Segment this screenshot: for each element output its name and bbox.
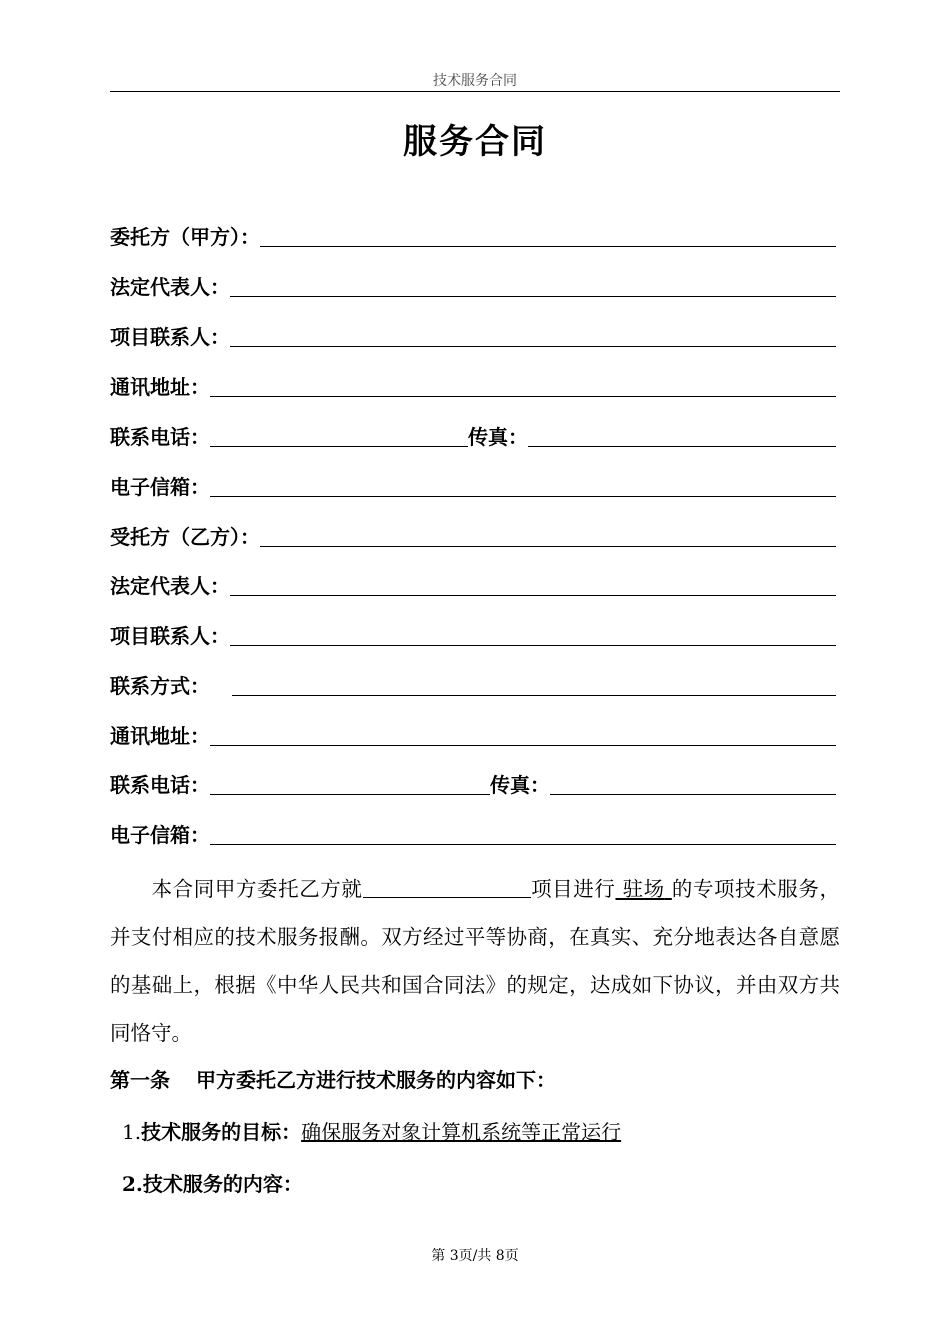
party-b-contact-field[interactable]: [230, 623, 836, 646]
item-2-label: 技术服务的内容：: [142, 1172, 303, 1196]
party-b-phone-field[interactable]: [210, 772, 490, 795]
party-a-phone-field[interactable]: [210, 424, 468, 447]
party-b-phone-label: 联系电话：: [110, 773, 210, 797]
preamble-part1: 本合同甲方委托乙方就: [151, 877, 363, 901]
item-2-number: 2.: [122, 1172, 143, 1196]
party-b-legal-rep-field[interactable]: [230, 573, 836, 596]
party-b-email-field[interactable]: [210, 822, 836, 845]
party-a-address-row: [110, 368, 836, 400]
party-a-email-row: [110, 468, 836, 500]
party-b-legal-rep-row: [110, 567, 836, 599]
party-b-trustee-label: 受托方（乙方）：: [110, 525, 260, 549]
party-b-address-row: [110, 717, 836, 749]
party-a-entrusting-label: 委托方（甲方）：: [110, 225, 260, 249]
contract-preamble: [110, 865, 840, 1057]
party-a-fax-field[interactable]: [528, 424, 836, 447]
party-b-email-row: [110, 816, 836, 848]
party-b-email-label: 电子信箱：: [110, 823, 210, 847]
item-1-label: 技术服务的目标：: [141, 1120, 302, 1144]
party-a-legal-rep-row: [110, 268, 836, 300]
party-a-contact-field[interactable]: [230, 324, 836, 347]
party-b-fax-field[interactable]: [550, 772, 836, 795]
party-a-phone-row: [110, 418, 836, 450]
document-title: 服务合同: [403, 122, 547, 162]
party-a-entrusting-field[interactable]: [260, 224, 836, 247]
item-1-value: 确保服务对象计算机系统等正常运行: [301, 1120, 622, 1144]
party-b-phone-row: [110, 766, 836, 798]
preamble-part3: 的专项技术服务，并支付相应的技术服务报酬。双方经过平等协商，在真实、充分地表达各自意愿的基础上，根据《中华人民共和国合同法》的规定，达成如下协议，并由双方共同恪守。: [110, 877, 840, 1045]
party-b-trustee-row: [110, 518, 836, 550]
header-rule: [110, 91, 840, 92]
party-a-legal-rep-label: 法定代表人：: [110, 275, 230, 299]
item-2: [122, 1168, 303, 1197]
party-b-contact-method-label: 联系方式：: [110, 674, 210, 698]
party-a-legal-rep-field[interactable]: [230, 274, 836, 297]
article-1-text: 甲方委托乙方进行技术服务的内容如下：: [196, 1068, 556, 1092]
party-a-fax-label: 传真：: [468, 425, 528, 449]
service-type-fill: 驻场: [622, 877, 665, 901]
party-b-address-label: 通讯地址：: [110, 724, 210, 748]
party-a-contact-label: 项目联系人：: [110, 325, 230, 349]
running-header: 技术服务合同: [433, 73, 517, 89]
party-b-address-field[interactable]: [210, 723, 836, 746]
party-b-legal-rep-label: 法定代表人：: [110, 574, 230, 598]
party-b-contact-label: 项目联系人：: [110, 624, 230, 648]
party-b-contact-method-row: [110, 667, 836, 699]
project-name-blank[interactable]: [363, 877, 531, 898]
party-b-contact-method-field[interactable]: [232, 673, 836, 696]
item-1-number: 1.: [122, 1120, 142, 1144]
party-a-entrusting-row: [110, 218, 836, 250]
party-a-email-field[interactable]: [210, 474, 836, 497]
item-1: [122, 1116, 621, 1145]
party-b-trustee-field[interactable]: [260, 524, 836, 547]
party-a-phone-label: 联系电话：: [110, 425, 210, 449]
party-b-contact-row: [110, 617, 836, 649]
party-b-fax-label: 传真：: [490, 773, 550, 797]
party-a-address-field[interactable]: [210, 374, 836, 397]
article-1-number: 第一条: [110, 1068, 170, 1092]
party-a-address-label: 通讯地址：: [110, 375, 210, 399]
article-1-heading: [110, 1064, 556, 1093]
party-a-email-label: 电子信箱：: [110, 475, 210, 499]
page-number-footer: 第 3页/共 8页: [431, 1248, 519, 1264]
preamble-part2: 项目进行: [530, 877, 616, 901]
party-a-contact-row: [110, 318, 836, 350]
